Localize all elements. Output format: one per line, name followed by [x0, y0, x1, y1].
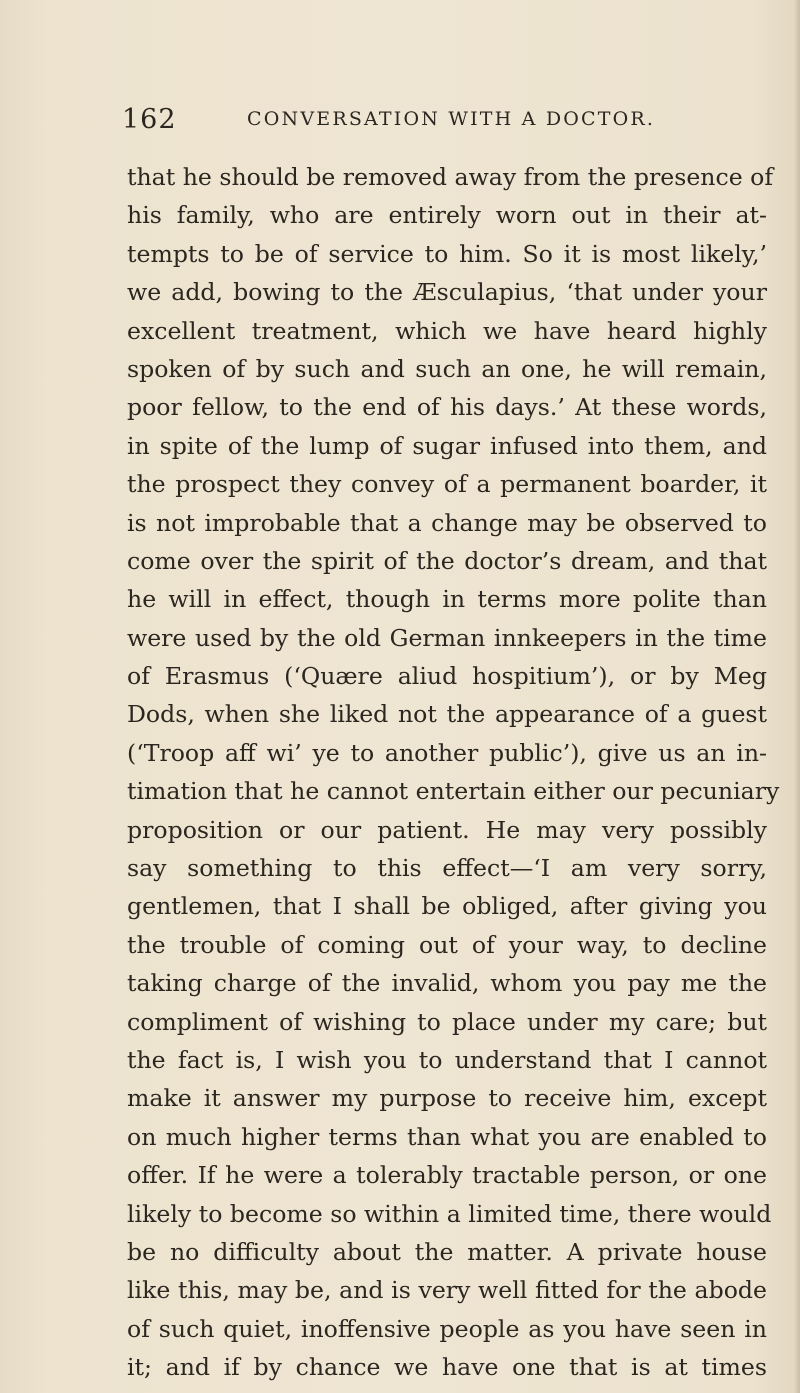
text-line: the trouble of coming out of your way, to decline: [127, 930, 767, 959]
text-line: his family, who are entirely worn out in their at-: [127, 201, 767, 230]
text-line: he will in effect, though in terms more polite than: [127, 585, 767, 614]
text-line: on much higher terms than what you are enabled to: [127, 1122, 767, 1151]
text-line: (‘Troop aff wi’ ye to another public’), give us an in-: [127, 738, 767, 767]
body-text: [127, 158, 780, 1387]
text-line: were used by the old German innkeepers in the time: [127, 623, 767, 652]
text-line: is not improbable that a change may be observed to: [127, 508, 767, 537]
text-line: it; and if by chance we have one that is at times: [127, 1353, 767, 1382]
text-line: come over the spirit of the doctor’s dream, and that: [127, 546, 767, 575]
text-line: gentlemen, that I shall be obliged, after giving you: [127, 892, 767, 921]
text-line: Dods, when she liked not the appearance of a guest: [127, 700, 767, 729]
page-edge-shadow: [794, 0, 800, 1393]
text-line: be no difficulty about the matter. A private house: [127, 1237, 767, 1266]
text-line: like this, may be, and is very well fitted for the abode: [127, 1276, 767, 1305]
text-line: timation that he cannot entertain either our pecuniary: [127, 777, 780, 806]
text-line: of Erasmus (‘Quære aliud hospitium’), or by Meg: [127, 662, 767, 691]
text-line: spoken of by such and such an one, he will remain,: [127, 354, 767, 383]
text-line: that he should be removed away from the presence of: [127, 163, 774, 191]
text-line: tempts to be of service to him. So it is most likely,’: [127, 239, 767, 268]
text-line: likely to become so within a limited time, there would: [127, 1199, 772, 1228]
text-line: poor fellow, to the end of his days.’ At these words,: [127, 393, 767, 422]
page-header: [122, 104, 722, 138]
text-line: the prospect they convey of a permanent boarder, it: [127, 470, 767, 499]
text-line: offer. If he were a tolerably tractable person, or one: [127, 1161, 767, 1190]
text-line: make it answer my purpose to receive him, except: [127, 1084, 767, 1113]
text-line: the fact is, I wish you to understand that I cannot: [127, 1045, 767, 1074]
text-line: say something to this effect—‘I am very sorry,: [127, 854, 767, 883]
text-line: taking charge of the invalid, whom you pay me the: [127, 969, 767, 998]
running-head: CONVERSATION WITH A DOCTOR.: [247, 108, 656, 130]
text-line: excellent treatment, which we have heard highly: [127, 316, 767, 345]
page-number: 162: [122, 104, 177, 135]
text-line: in spite of the lump of sugar infused into them, and: [127, 431, 767, 460]
text-line: of such quiet, inoffensive people as you have seen in: [127, 1314, 767, 1343]
text-line: proposition or our patient. He may very possibly: [127, 815, 767, 844]
text-line: we add, bowing to the Æsculapius, ‘that under your: [127, 278, 767, 307]
text-line: compliment of wishing to place under my care; but: [127, 1007, 767, 1036]
